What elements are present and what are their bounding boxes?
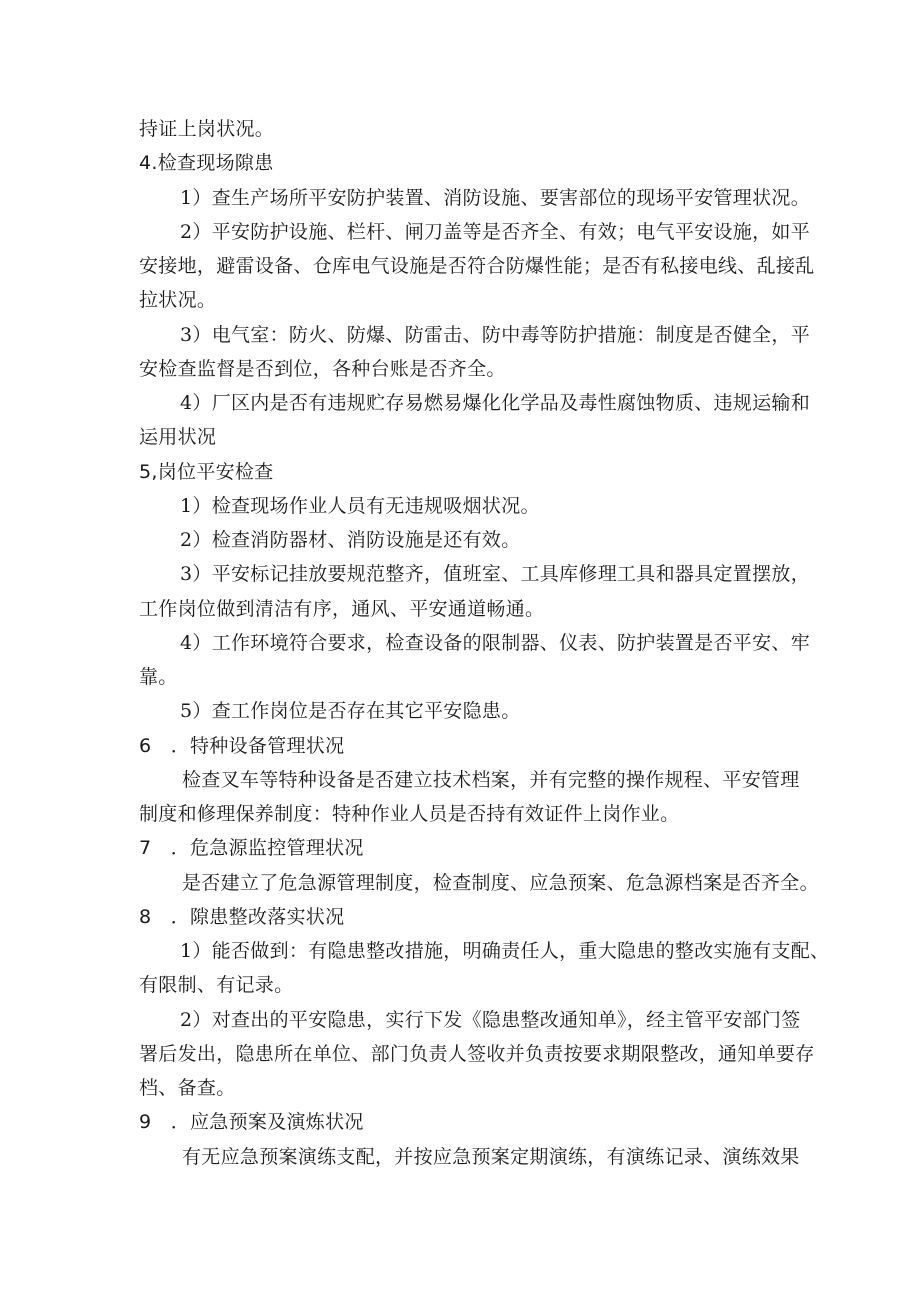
- text-line: 安接地，避雷设备、仓库电气设施是否符合防爆性能；是否有私接电线、乱接乱: [139, 255, 815, 277]
- section-heading: 7 ．危急源监控管理状况: [139, 837, 364, 859]
- text-line: 运用状况: [139, 426, 217, 448]
- paragraph-line: 是否建立了危急源管理制度，检查制度、应急预案、危急源档案是否齐全。: [182, 872, 819, 894]
- list-item: 4）工作环境符合要求，检查设备的限制器、仪表、防护装置是否平安、牢: [180, 632, 810, 654]
- section-heading: 4.检查现场隙患: [139, 152, 274, 174]
- list-item: 4）厂区内是否有违规贮存易燃易爆化化学品及毒性腐蚀物质、违规运输和: [180, 392, 810, 414]
- list-item: 2）对查出的平安隐患，实行下发《隐患整改通知单》，经主管平安部门签: [180, 1009, 801, 1031]
- text-line: 制度和修理保养制度：特种作业人员是否持有效证件上岗作业。: [139, 803, 680, 825]
- text-line: 靠。: [139, 666, 178, 688]
- text-line: 拉状况。: [139, 289, 217, 311]
- section-heading: 5,岗位平安检查: [139, 461, 274, 483]
- section-heading: 8 ．隙患整改落实状况: [139, 906, 345, 928]
- text-line: 档、备查。: [139, 1077, 236, 1099]
- list-item: 3）电气室：防火、防爆、防雷击、防中毒等防护措施：制度是否健全，平: [180, 324, 810, 346]
- list-item: 1）能否做到：有隐患整改措施，明确责任人，重大隐患的整改实施有支配、: [180, 940, 830, 962]
- list-item: 1）查生产场所平安防护装置、消防设施、要害部位的现场平安管理状况。: [180, 187, 810, 209]
- section-heading: 6 ．特种设备管理状况: [139, 735, 345, 757]
- list-item: 5）查工作岗位是否存在其它平安隐患。: [180, 700, 521, 722]
- text-line: 署后发出，隐患所在单位、部门负责人签收并负责按要求期限整改，通知单要存: [139, 1043, 815, 1065]
- text-line: 安检查监督是否到位，各种台账是否齐全。: [139, 358, 506, 380]
- paragraph-line: 有无应急预案演练支配，并按应急预案定期演练，有演练记录、演练效果: [182, 1146, 800, 1168]
- text-line: 工作岗位做到清洁有序，通风、平安通道畅通。: [139, 598, 545, 620]
- section-heading: 9 ．应急预案及演炼状况: [139, 1111, 364, 1133]
- list-item: 1）检查现场作业人员有无违规吸烟状况。: [180, 495, 540, 517]
- list-item: 2）平安防护设施、栏杆、闸刀盖等是否齐全、有效；电气平安设施，如平: [180, 221, 810, 243]
- paragraph-line: 检查叉车等特种设备是否建立技术档案，并有完整的操作规程、平安管理: [182, 769, 800, 791]
- text-line: 持证上岗状况。: [139, 118, 275, 140]
- list-item: 3）平安标记挂放要规范整齐，值班室、工具库修理工具和器具定置摆放，: [180, 563, 810, 585]
- text-line: 有限制、有记录。: [139, 974, 294, 996]
- list-item: 2）检查消防器材、消防设施是还有效。: [180, 529, 521, 551]
